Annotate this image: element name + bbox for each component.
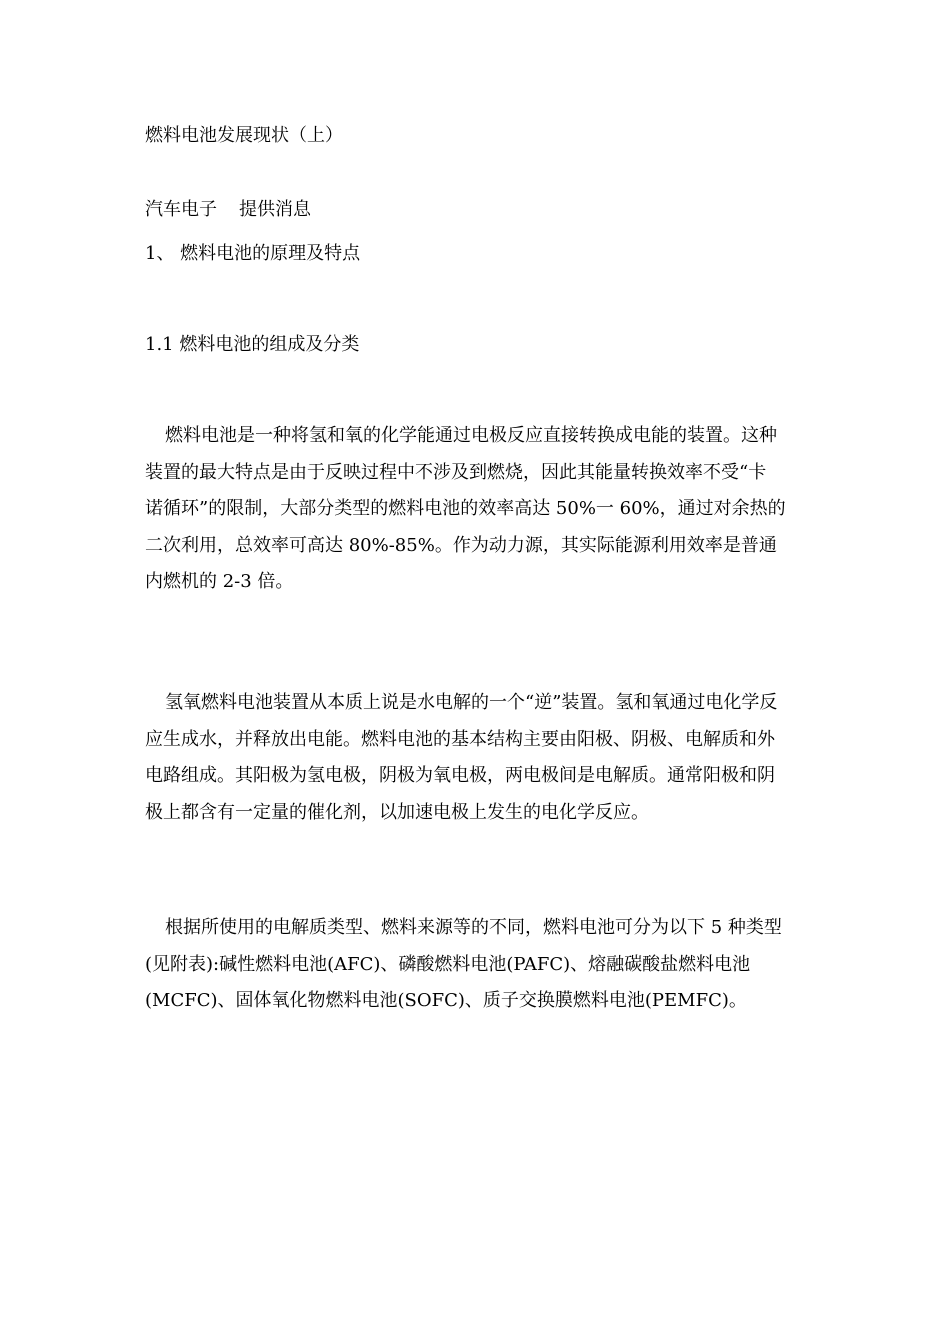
paragraph-line: 根据所使用的电解质类型、燃料来源等的不同，燃料电池可分为以下 5 种类型 [165, 917, 782, 938]
paragraph-classification [145, 910, 805, 1020]
source-line [145, 198, 311, 222]
paragraph-line: (MCFC)、固体氧化物燃料电池(SOFC)、质子交换膜燃料电池(PEMFC)。 [145, 990, 747, 1011]
paragraph-line: 氢氧燃料电池装置从本质上说是水电解的一个“逆”装置。氢和氧通过电化学反 [165, 692, 778, 713]
section-heading: 1、 燃料电池的原理及特点 [145, 243, 361, 264]
document-title: 燃料电池发展现状（上） [145, 125, 343, 146]
source-suffix: 提供消息 [239, 199, 311, 220]
paragraph-structure [145, 685, 805, 831]
paragraph-line: 燃料电池是一种将氢和氧的化学能通过电极反应直接转换成电能的装置。这种 [165, 425, 777, 446]
paragraph-line: 装置的最大特点是由于反映过程中不涉及到燃烧，因此其能量转换效率不受“卡 [145, 461, 767, 483]
paragraph-line: 电路组成。其阳极为氢电极，阴极为氧电极，两电极间是电解质。通常阳极和阴 [145, 765, 775, 786]
paragraph-line: 极上都含有一定量的催化剂，以加速电极上发生的电化学反应。 [145, 801, 649, 823]
paragraph-line: 应生成水，并释放出电能。燃料电池的基本结构主要由阳极、阴极、电解质和外 [145, 728, 775, 750]
paragraph-principle [145, 418, 805, 601]
subsection-heading: 1.1 燃料电池的组成及分类 [145, 334, 360, 355]
source-prefix: 汽车电子 [145, 199, 217, 220]
paragraph-line: 二次利用，总效率可高达 80%-85%。作为动力源，其实际能源利用效率是普通 [145, 534, 777, 556]
paragraph-line: 诺循环”的限制，大部分类型的燃料电池的效率高达 50%一 60%，通过对余热的 [145, 498, 786, 519]
paragraph-line: 内燃机的 2-3 倍。 [145, 571, 294, 592]
paragraph-line: (见附表):碱性燃料电池(AFC)、磷酸燃料电池(PAFC)、熔融碳酸盐燃料电池 [145, 953, 751, 975]
